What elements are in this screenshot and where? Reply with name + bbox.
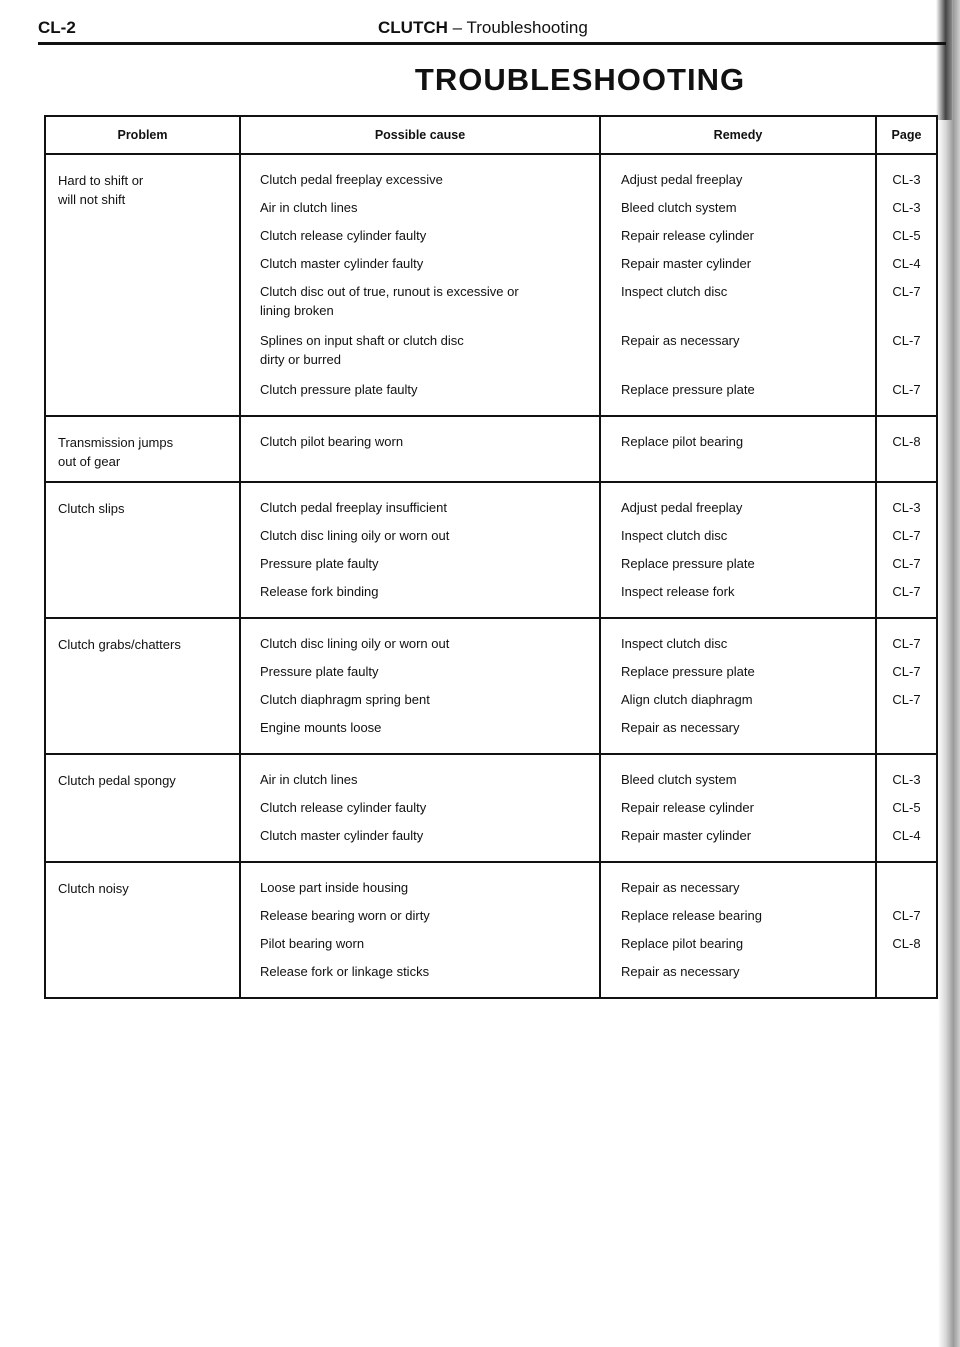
cause-cell <box>240 416 600 482</box>
cause-text: Pilot bearing worn <box>260 936 365 951</box>
remedy-text: Repair release cylinder <box>621 228 754 243</box>
cause-text: Engine mounts loose <box>260 720 382 735</box>
remedy-text: Repair master cylinder <box>621 256 752 271</box>
page-cell <box>876 862 937 998</box>
problem-text: Clutch pedal spongy <box>58 773 176 788</box>
page-ref: CL-7 <box>892 528 921 543</box>
remedy-text: Replace release bearing <box>621 908 762 923</box>
page-ref: CL-5 <box>892 800 921 815</box>
page-ref: CL-3 <box>892 172 921 187</box>
header-rule <box>38 42 946 45</box>
page-cell <box>876 754 937 862</box>
column-header-page: Page <box>876 116 937 154</box>
cause-text: Release bearing worn or dirty <box>260 908 430 923</box>
page-cell <box>876 482 937 618</box>
page-title: TROUBLESHOOTING <box>414 62 746 97</box>
remedy-text: Replace pilot bearing <box>621 434 744 449</box>
page-ref <box>877 959 936 987</box>
header-page-code: CL-2 <box>38 18 76 37</box>
page-ref: CL-7 <box>892 636 921 651</box>
remedy-text: Inspect clutch disc <box>621 284 728 299</box>
table-row <box>45 416 937 482</box>
page-ref: CL-7 <box>892 284 921 299</box>
cause-text: Clutch pedal freeplay excessive <box>260 172 443 187</box>
page-ref: CL-4 <box>892 256 921 271</box>
cause-text: Release fork or linkage sticks <box>260 964 430 979</box>
remedy-text: Repair master cylinder <box>621 828 752 843</box>
cause-text: Air in clutch lines <box>260 772 358 787</box>
remedy-cell <box>600 154 876 416</box>
cause-cell <box>240 862 600 998</box>
table-body <box>45 154 937 998</box>
page-ref: CL-4 <box>892 828 921 843</box>
cause-text: Clutch pressure plate faulty <box>260 382 418 397</box>
remedy-text: Adjust pedal freeplay <box>621 172 743 187</box>
remedy-text: Replace pressure plate <box>621 556 755 571</box>
problem-cell <box>45 754 240 862</box>
problem-cell <box>45 154 240 416</box>
remedy-cell <box>600 416 876 482</box>
cause-text: Clutch disc lining oily or worn out <box>260 636 450 651</box>
cause-cell <box>240 618 600 754</box>
cause-text: Clutch pilot bearing worn <box>260 434 404 449</box>
cause-text: Clutch disc lining oily or worn out <box>260 528 450 543</box>
remedy-text: Inspect release fork <box>621 584 735 599</box>
cause-cell <box>240 482 600 618</box>
troubleshooting-table <box>44 115 938 999</box>
page-ref: CL-3 <box>892 772 921 787</box>
remedy-text: Replace pressure plate <box>621 664 755 679</box>
remedy-text: Bleed clutch system <box>621 200 737 215</box>
page-ref: CL-7 <box>892 382 921 397</box>
page-cell <box>876 416 937 482</box>
header-title <box>378 18 588 38</box>
remedy-text: Repair as necessary <box>621 333 740 348</box>
page-ref: CL-8 <box>892 434 921 449</box>
remedy-cell <box>600 862 876 998</box>
page-ref <box>877 875 936 903</box>
problem-text: Hard to shift or will not shift <box>58 173 144 207</box>
cause-text: Clutch release cylinder faulty <box>260 228 427 243</box>
problem-text: Clutch grabs/chatters <box>58 637 181 652</box>
table-row <box>45 862 937 998</box>
remedy-text: Inspect clutch disc <box>621 636 728 651</box>
scan-page-edge <box>938 0 960 1347</box>
cause-text: Air in clutch lines <box>260 200 358 215</box>
cause-text: Clutch diaphragm spring bent <box>260 692 430 707</box>
page-ref: CL-7 <box>892 692 921 707</box>
running-header <box>38 16 938 42</box>
remedy-text: Bleed clutch system <box>621 772 737 787</box>
cause-cell <box>240 154 600 416</box>
table-row <box>45 754 937 862</box>
header-section: CLUTCH <box>378 18 448 37</box>
page-ref: CL-3 <box>892 200 921 215</box>
column-header-possible-cause: Possible cause <box>240 116 600 154</box>
problem-text: Clutch noisy <box>58 881 129 896</box>
problem-cell <box>45 862 240 998</box>
remedy-text: Adjust pedal freeplay <box>621 500 743 515</box>
page-ref: CL-5 <box>892 228 921 243</box>
page-cell <box>876 154 937 416</box>
remedy-cell <box>600 618 876 754</box>
cause-text: Clutch master cylinder faulty <box>260 828 424 843</box>
table-header-row <box>45 116 937 154</box>
page-ref: CL-8 <box>892 936 921 951</box>
column-header-remedy: Remedy <box>600 116 876 154</box>
remedy-text: Repair release cylinder <box>621 800 754 815</box>
remedy-text: Replace pilot bearing <box>621 936 744 951</box>
problem-cell <box>45 416 240 482</box>
page-ref: CL-7 <box>892 908 921 923</box>
cause-text: Clutch disc out of true, runout is excessive or lining broken <box>260 284 519 318</box>
cause-text: Release fork binding <box>260 584 379 599</box>
problem-cell <box>45 618 240 754</box>
page-ref: CL-7 <box>892 584 921 599</box>
table-row <box>45 154 937 416</box>
page-ref: CL-7 <box>892 333 921 348</box>
remedy-text: Align clutch diaphragm <box>621 692 753 707</box>
cause-text: Clutch pedal freeplay insufficient <box>260 500 447 515</box>
scan-page-edge-shadow <box>936 0 952 120</box>
page-ref: CL-7 <box>892 664 921 679</box>
problem-cell <box>45 482 240 618</box>
page-cell <box>876 618 937 754</box>
cause-text: Splines on input shaft or clutch disc dirty or burred <box>260 333 464 367</box>
page-ref: CL-3 <box>892 500 921 515</box>
problem-text: Transmission jumps out of gear <box>58 435 174 469</box>
table-row <box>45 618 937 754</box>
cause-text: Pressure plate faulty <box>260 556 379 571</box>
remedy-text: Replace pressure plate <box>621 382 755 397</box>
cause-text: Loose part inside housing <box>260 880 409 895</box>
cause-text: Clutch master cylinder faulty <box>260 256 424 271</box>
remedy-cell <box>600 482 876 618</box>
remedy-cell <box>600 754 876 862</box>
header-subsection: Troubleshooting <box>466 18 588 37</box>
cause-cell <box>240 754 600 862</box>
cause-text: Pressure plate faulty <box>260 664 379 679</box>
remedy-text: Repair as necessary <box>621 880 740 895</box>
page-ref: CL-7 <box>892 556 921 571</box>
remedy-text: Inspect clutch disc <box>621 528 728 543</box>
header-separator: – <box>447 18 467 37</box>
remedy-text: Repair as necessary <box>621 720 740 735</box>
page-ref <box>877 715 936 743</box>
cause-text: Clutch release cylinder faulty <box>260 800 427 815</box>
remedy-text: Repair as necessary <box>621 964 740 979</box>
column-header-problem: Problem <box>45 116 240 154</box>
table-row <box>45 482 937 618</box>
problem-text: Clutch slips <box>58 501 125 516</box>
